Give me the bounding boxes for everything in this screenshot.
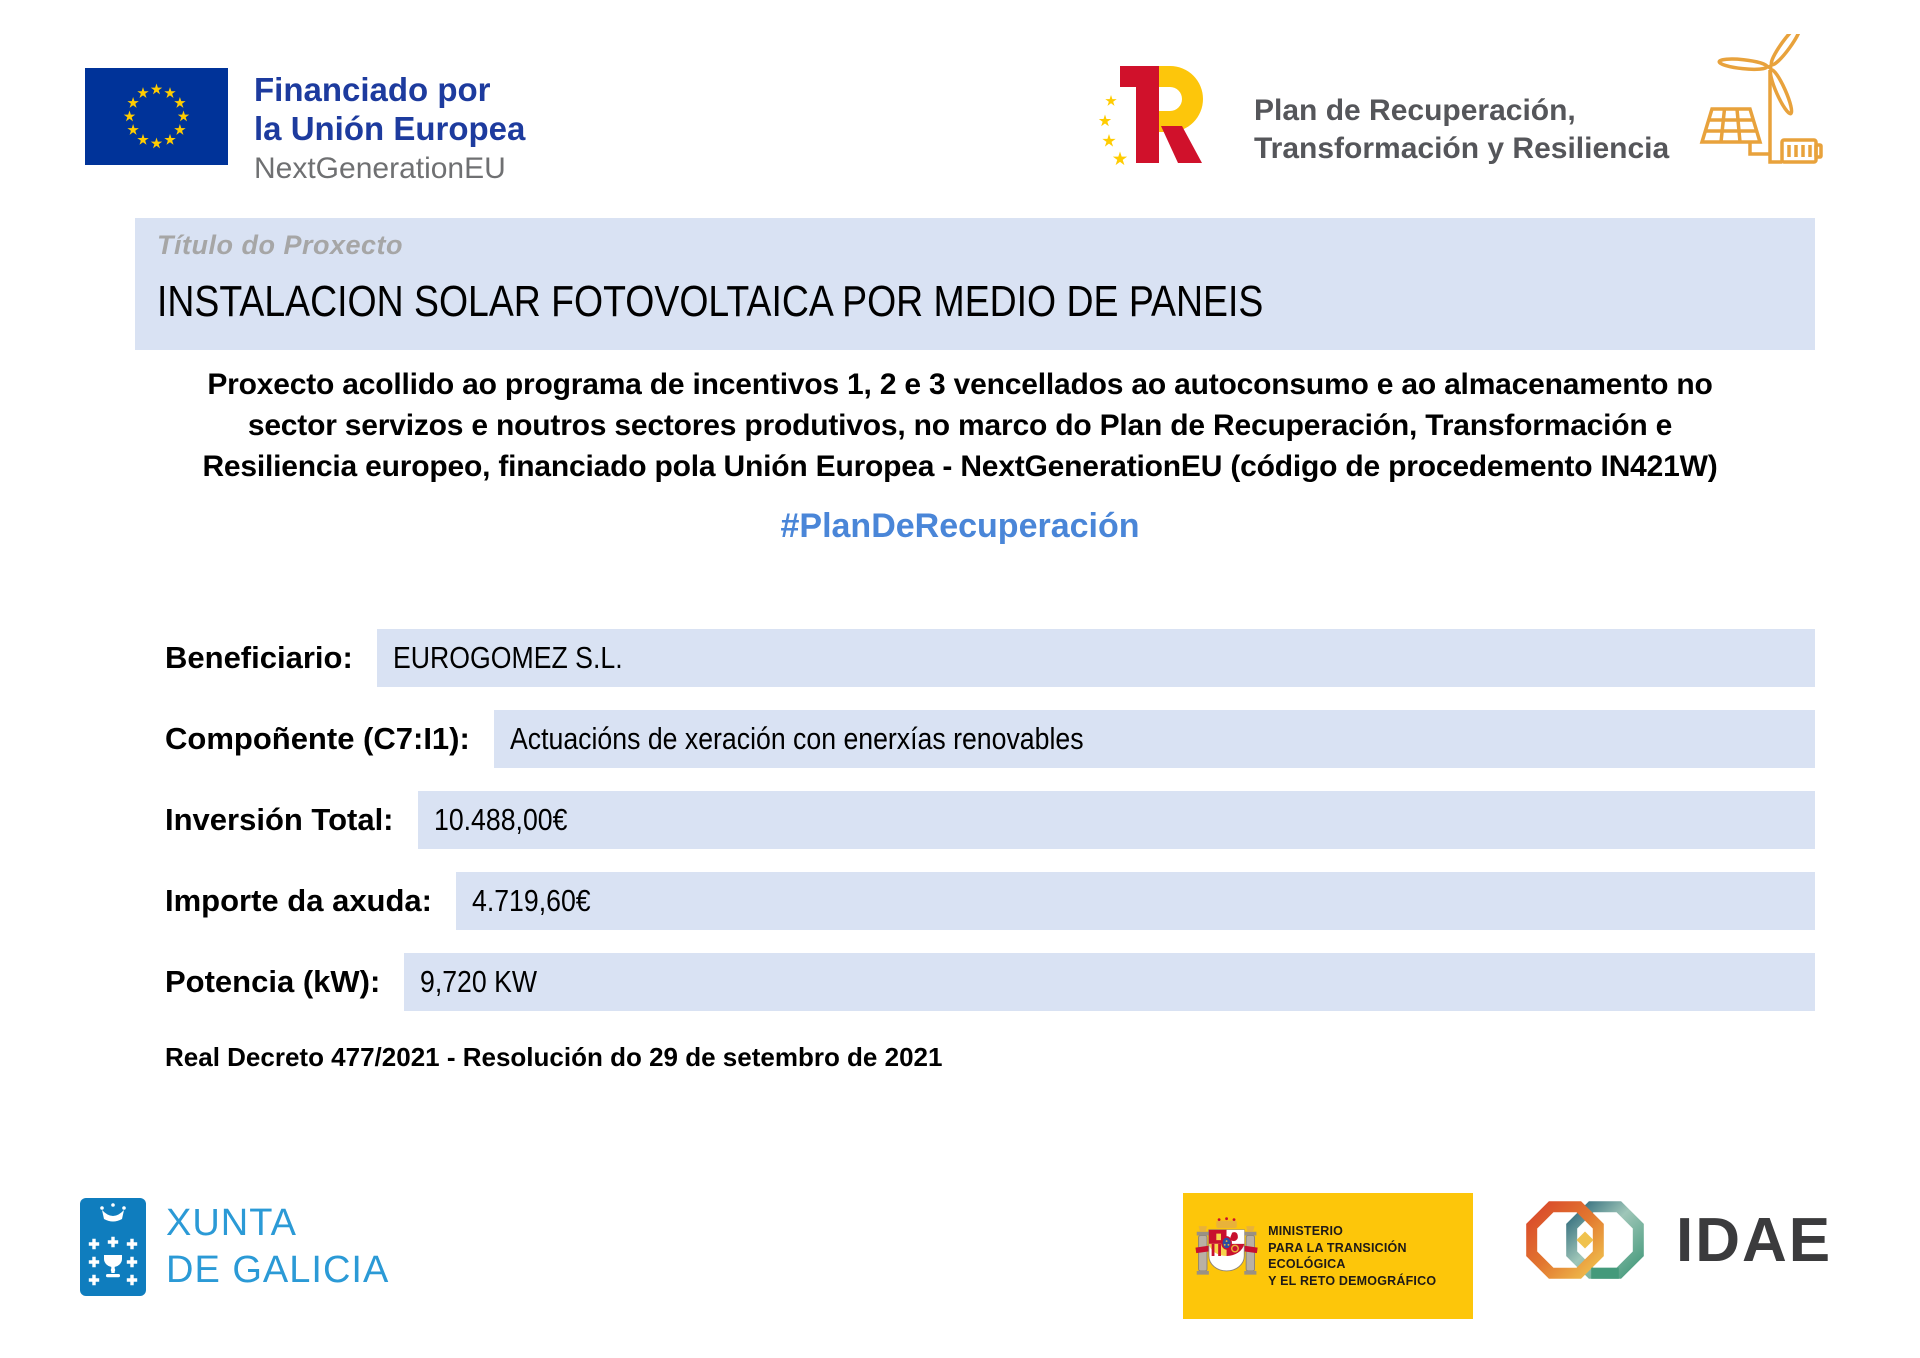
eu-funding-text: [254, 68, 525, 190]
description-line2: sector servizos e noutros sectores produtivos, no marco do Plan de Recuperación, Transformación e: [247, 409, 1673, 442]
field-value: EUROGOMEZ S.L.: [392, 640, 623, 675]
xunta-shield-icon: [80, 1198, 146, 1296]
idae-logo: [1520, 1192, 1832, 1288]
ministerio-line2: PARA LA TRANSICIÓN ECOLÓGICA: [1268, 1240, 1407, 1271]
eu-flag-icon: [85, 68, 228, 165]
recovery-plan-text: [1254, 92, 1669, 168]
eu-funding-subtitle: NextGenerationEU: [254, 152, 506, 185]
field-row-inversion-total: [165, 791, 1815, 849]
field-value-box: [404, 953, 1815, 1011]
xunta-wordmark: [166, 1200, 389, 1294]
eu-funding-line2: la Unión Europea: [254, 110, 526, 147]
project-title-label: Título do Proxecto: [157, 230, 404, 260]
field-value-box: [418, 791, 1815, 849]
eu-funding-logo: [85, 68, 525, 190]
legal-footnote: Real Decreto 477/2021 - Resolución do 29 de setembro de 2021: [165, 1042, 943, 1072]
xunta-line2: DE GALICIA: [166, 1249, 390, 1291]
field-value: 9,720 KW: [420, 964, 538, 999]
field-value: Actuacións de xeración con enerxías renovables: [509, 721, 1084, 756]
field-value-box: [377, 629, 1815, 687]
idae-octagons-icon: [1520, 1192, 1650, 1288]
hashtag: #PlanDeRecuperación: [780, 507, 1140, 545]
field-label: Inversión Total:: [165, 802, 394, 837]
ministerio-text: [1268, 1223, 1473, 1289]
renewables-icon: [1698, 34, 1833, 184]
field-value-box: [494, 710, 1815, 768]
project-description: [0, 364, 1920, 487]
project-title: INSTALACION SOLAR FOTOVOLTAICA POR MEDIO DE PANEIS: [157, 277, 1264, 326]
tr-logo-icon: [1098, 60, 1238, 170]
project-fields: [165, 629, 1815, 1011]
ministerio-logo: [1183, 1193, 1473, 1319]
description-line1: Proxecto acollido ao programa de incentivos 1, 2 e 3 vencellados ao autoconsumo e ao almacenamento no: [207, 368, 1713, 401]
ministerio-line3: Y EL RETO DEMOGRÁFICO: [1268, 1273, 1437, 1288]
field-label: Potencia (kW):: [165, 964, 381, 999]
eu-funding-line1: Financiado por: [254, 71, 491, 108]
xunta-line1: XUNTA: [166, 1202, 297, 1244]
recovery-plan-line1: Plan de Recuperación,: [1254, 94, 1576, 127]
recovery-plan-logo: [1098, 60, 1669, 170]
spain-coat-of-arms-icon: [1193, 1212, 1260, 1300]
project-title-box: [135, 218, 1815, 350]
field-label: Importe da axuda:: [165, 883, 432, 918]
description-line3: Resiliencia europeo, financiado pola Unión Europea - NextGenerationEU (código de procedemento IN421W): [202, 450, 1718, 483]
field-row-potencia: [165, 953, 1815, 1011]
xunta-de-galicia-logo: [80, 1198, 389, 1296]
field-row-beneficiario: [165, 629, 1815, 687]
ministerio-line1: MINISTERIO: [1268, 1224, 1344, 1238]
field-row-importe-axuda: [165, 872, 1815, 930]
field-row-componente: [165, 710, 1815, 768]
field-label: Beneficiario:: [165, 640, 353, 675]
field-label: Compoñente (C7:I1):: [165, 721, 470, 756]
field-value: 10.488,00€: [433, 802, 567, 837]
idae-wordmark: IDAE: [1676, 1205, 1833, 1275]
recovery-plan-line2: Transformación y Resiliencia: [1254, 132, 1670, 165]
field-value-box: [456, 872, 1815, 930]
field-value: 4.719,60€: [472, 883, 591, 918]
